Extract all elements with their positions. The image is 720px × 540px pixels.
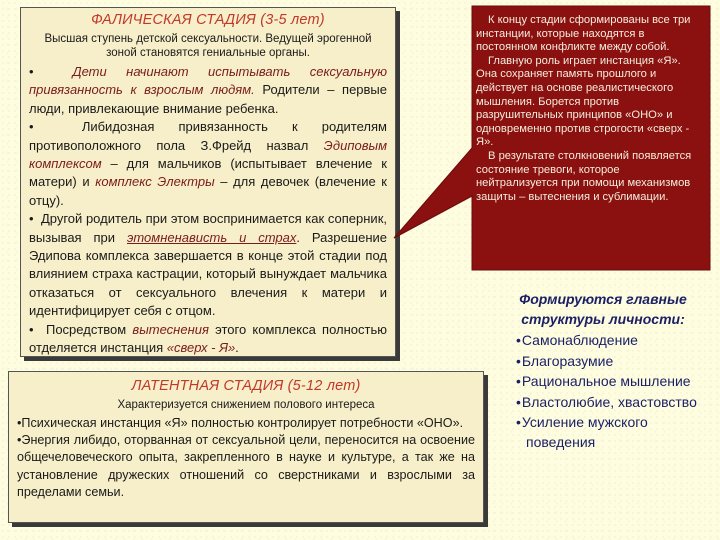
list-item: • Самонаблюдение [526, 331, 708, 351]
bullet-marker: • [29, 64, 34, 79]
latent-title: ЛАТЕНТНАЯ СТАДИЯ (5-12 лет) [131, 378, 361, 394]
electra-complex-term: комплекс Электры [95, 174, 215, 190]
bullet-2 [29, 119, 387, 208]
repression-term: вытеснения [132, 321, 209, 337]
latent-point-2: •Энергия либидо, оторванная от сексуальной цели, переносится на освоение общечеловеческого опыта, закрепленного в науке и культуре, а так же на установление дружеских отношений со сверстниками и взрослыми за пределами семьи. [17, 433, 475, 499]
phallic-subtitle: Высшая ступень детской сексуальности. Ведущей эрогенной зоной становятся гениальные органы. [44, 33, 372, 59]
latent-subtitle: Характеризуется снижением полового интереса [117, 399, 375, 411]
phallic-title: ФАЛИЧЕСКАЯ СТАДИЯ (3-5 лет) [91, 12, 325, 28]
bullet-2-text-c: – для девочек (влечение к отцу). [29, 174, 387, 208]
callout-paragraph-3: В результате столкновений появляется состояние тревоги, которое нейтрализуется при помощи механизмов защиты – вытеснения и сублимации. [476, 149, 692, 203]
bullet-4-text-b: этого комплекса полностью отделяется инстанция [29, 321, 387, 356]
conflict-callout [464, 6, 712, 274]
superego-term: «сверх - Я» [166, 340, 236, 356]
personality-structures [498, 290, 708, 453]
bullet-marker: • [29, 119, 34, 135]
structures-list [498, 331, 708, 452]
callout-paragraph-1: К концу стадии сформированы все три инстанции, которые находятся в постоянном конфликте между собой. [476, 14, 691, 54]
bullet-marker: • [29, 211, 34, 227]
callout-paragraph-2: Главную роль играет инстанция «Я». Она сохраняет память прошлого и действует на основе реалистического мышления. Борется против разрушительных принципов «ОНО» и одновременно против строгости «сверх - Я». [476, 54, 690, 149]
bullet-1 [29, 64, 387, 116]
hatred-fear-term: этомненависть и страх [126, 229, 297, 245]
bullet-1-text: Родители – первые люди, привлекающие внимание ребенка. [29, 82, 388, 116]
structures-heading: Формируются главные структуры личности: [519, 291, 687, 327]
bullet-3-text-a: Другой родитель при этом воспринимается как соперник, вызывая при [29, 211, 387, 245]
oedipus-complex-term: Эдиповым комплексом [29, 137, 387, 172]
phallic-stage-box [20, 7, 396, 357]
bullet-4-text-c: . [235, 340, 239, 356]
callout-text [476, 14, 702, 204]
bullet-1-emphasis: Дети начинают испытывать сексуальную привязанность к взрослым людям. [29, 64, 387, 98]
bullet-3 [29, 211, 387, 318]
bullet-3-text-b: . Разрешение Эдипова комплекса завершается в конце этой стадии под влиянием страха кастрации, который вынуждает мальчика отказаться от сексуального влечения к матери и идентифицирует себя с отцом. [29, 229, 388, 319]
bullet-2-text-a: Либидозная привязанность к родителям противоположного пола З.Фрейд назвал [29, 119, 387, 153]
phallic-body [29, 63, 387, 358]
bullet-4 [29, 322, 387, 355]
latent-stage-box [8, 371, 484, 523]
latent-point-1: •Психическая инстанция «Я» полностью контролирует потребности «ОНО». [17, 416, 464, 430]
list-item: • Властолюбие, хвастовство [526, 393, 708, 413]
bullet-2-text-b: – для мальчиков (испытывает влечение к матери) и [29, 156, 387, 190]
list-item: • Рациональное мышление [526, 372, 708, 392]
list-item: • Усиление мужского поведения [526, 413, 708, 452]
latent-body [17, 415, 475, 501]
bullet-marker: • [29, 321, 34, 337]
list-item: • Благоразумие [526, 352, 708, 372]
bullet-4-text-a: Посредством [45, 321, 133, 337]
